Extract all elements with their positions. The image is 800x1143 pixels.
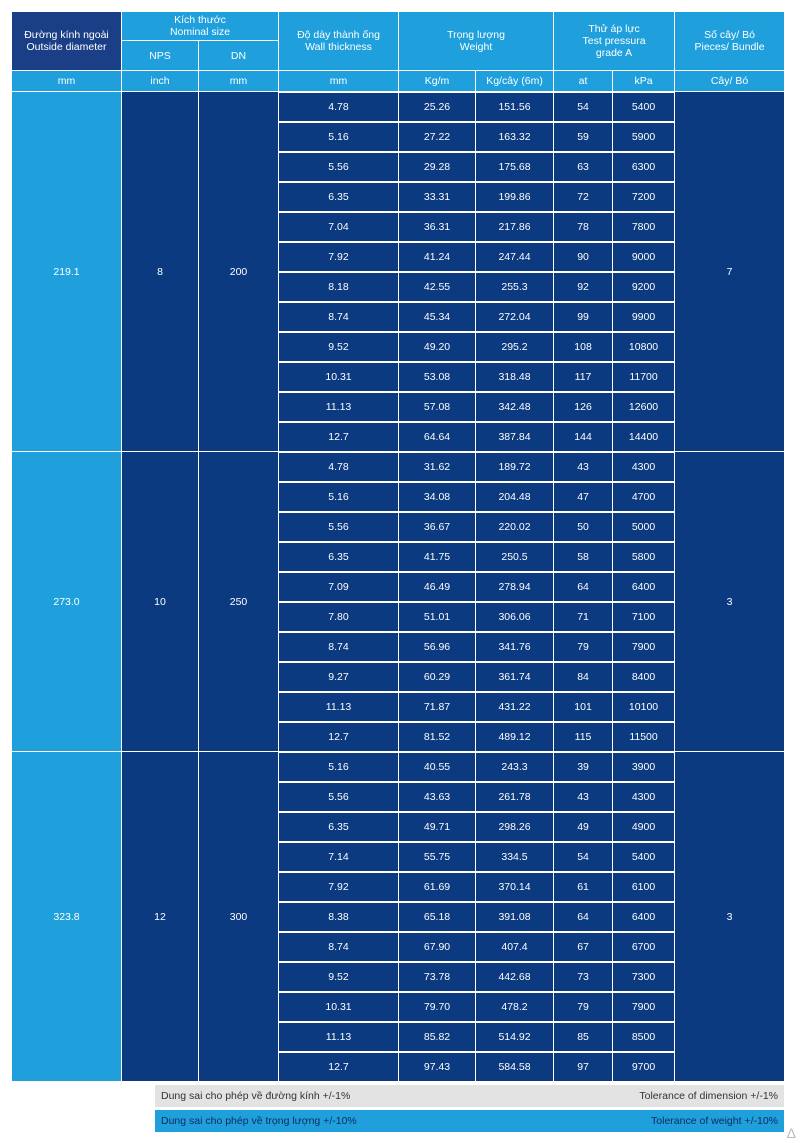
wall-thickness-cell: 6.35 (278, 181, 398, 211)
pressure-kpa-cell: 11500 (612, 721, 674, 751)
weight-piece-cell: 298.26 (475, 811, 553, 841)
wall-thickness-cell: 10.31 (278, 361, 398, 391)
pressure-kpa-cell: 6300 (612, 151, 674, 181)
pressure-at-cell: 85 (553, 1021, 612, 1051)
weight-kgm-cell: 55.75 (398, 841, 475, 871)
pressure-at-cell: 144 (553, 421, 612, 451)
tolerance-notes (155, 1085, 784, 1135)
weight-kgm-cell: 40.55 (398, 751, 475, 781)
weight-kgm-cell: 45.34 (398, 301, 475, 331)
weight-kgm-cell: 64.64 (398, 421, 475, 451)
weight-kgm-cell: 97.43 (398, 1051, 475, 1081)
wall-thickness-cell: 7.92 (278, 241, 398, 271)
pressure-kpa-cell: 4300 (612, 781, 674, 811)
pressure-kpa-cell: 6400 (612, 571, 674, 601)
table-row (12, 751, 784, 781)
pressure-kpa-cell: 14400 (612, 421, 674, 451)
pressure-kpa-cell: 9200 (612, 271, 674, 301)
unit-dn: mm (198, 70, 278, 91)
weight-kgm-cell: 71.87 (398, 691, 475, 721)
pressure-at-cell: 54 (553, 841, 612, 871)
note-weight-en: Tolerance of weight +/-10% (651, 1115, 778, 1127)
weight-piece-cell: 151.56 (475, 91, 553, 121)
wall-thickness-cell: 8.18 (278, 271, 398, 301)
table-row (12, 91, 784, 121)
wall-thickness-cell: 6.35 (278, 541, 398, 571)
pressure-kpa-cell: 5400 (612, 841, 674, 871)
weight-piece-cell: 391.08 (475, 901, 553, 931)
pressure-at-cell: 72 (553, 181, 612, 211)
unit-kgm: Kg/m (398, 70, 475, 91)
wall-thickness-cell: 7.14 (278, 841, 398, 871)
pressure-kpa-cell: 5800 (612, 541, 674, 571)
pressure-at-cell: 79 (553, 991, 612, 1021)
wall-thickness-cell: 5.56 (278, 151, 398, 181)
weight-kgm-cell: 73.78 (398, 961, 475, 991)
weight-piece-cell: 261.78 (475, 781, 553, 811)
pressure-kpa-cell: 4900 (612, 811, 674, 841)
weight-kgm-cell: 49.20 (398, 331, 475, 361)
weight-piece-cell: 278.94 (475, 571, 553, 601)
wall-thickness-cell: 5.16 (278, 751, 398, 781)
pressure-at-cell: 84 (553, 661, 612, 691)
group-nps: 12 (121, 751, 198, 1081)
pressure-at-cell: 54 (553, 91, 612, 121)
pressure-at-cell: 97 (553, 1051, 612, 1081)
wall-thickness-cell: 9.27 (278, 661, 398, 691)
weight-kgm-cell: 29.28 (398, 151, 475, 181)
weight-piece-cell: 189.72 (475, 451, 553, 481)
pressure-kpa-cell: 7900 (612, 991, 674, 1021)
group-nps: 8 (121, 91, 198, 451)
weight-kgm-cell: 57.08 (398, 391, 475, 421)
table-row (12, 451, 784, 481)
wall-thickness-cell: 7.04 (278, 211, 398, 241)
weight-piece-cell: 204.48 (475, 481, 553, 511)
pressure-kpa-cell: 9000 (612, 241, 674, 271)
weight-kgm-cell: 31.62 (398, 451, 475, 481)
header-test-pressure: Thử áp lực Test pressura grade A (553, 12, 674, 70)
pressure-kpa-cell: 5900 (612, 121, 674, 151)
wall-thickness-cell: 11.13 (278, 391, 398, 421)
weight-kgm-cell: 42.55 (398, 271, 475, 301)
note-dimension-en: Tolerance of dimension +/-1% (639, 1090, 778, 1102)
weight-piece-cell: 318.48 (475, 361, 553, 391)
weight-kgm-cell: 34.08 (398, 481, 475, 511)
header-nps: NPS (121, 40, 198, 70)
wall-thickness-cell: 5.16 (278, 121, 398, 151)
wall-thickness-cell: 7.80 (278, 601, 398, 631)
pipe-spec-table-wrapper (12, 12, 784, 1081)
weight-piece-cell: 220.02 (475, 511, 553, 541)
pressure-at-cell: 78 (553, 211, 612, 241)
header-dn: DN (198, 40, 278, 70)
wall-thickness-cell: 8.74 (278, 301, 398, 331)
pressure-at-cell: 71 (553, 601, 612, 631)
weight-piece-cell: 250.5 (475, 541, 553, 571)
pressure-at-cell: 117 (553, 361, 612, 391)
note-dimension (155, 1085, 784, 1107)
pressure-at-cell: 101 (553, 691, 612, 721)
unit-nps: inch (121, 70, 198, 91)
pressure-kpa-cell: 7800 (612, 211, 674, 241)
weight-piece-cell: 341.76 (475, 631, 553, 661)
weight-piece-cell: 247.44 (475, 241, 553, 271)
wall-thickness-cell: 4.78 (278, 91, 398, 121)
wall-thickness-cell: 7.92 (278, 871, 398, 901)
weight-piece-cell: 334.5 (475, 841, 553, 871)
pressure-at-cell: 73 (553, 961, 612, 991)
wall-thickness-cell: 12.7 (278, 721, 398, 751)
pressure-kpa-cell: 7900 (612, 631, 674, 661)
weight-piece-cell: 306.06 (475, 601, 553, 631)
pressure-at-cell: 115 (553, 721, 612, 751)
pressure-kpa-cell: 9700 (612, 1051, 674, 1081)
weight-kgm-cell: 41.75 (398, 541, 475, 571)
weight-piece-cell: 163.32 (475, 121, 553, 151)
weight-kgm-cell: 79.70 (398, 991, 475, 1021)
pressure-kpa-cell: 5000 (612, 511, 674, 541)
weight-piece-cell: 175.68 (475, 151, 553, 181)
wall-thickness-cell: 8.74 (278, 931, 398, 961)
wall-thickness-cell: 11.13 (278, 691, 398, 721)
unit-od: mm (12, 70, 121, 91)
wall-thickness-cell: 7.09 (278, 571, 398, 601)
table-body (12, 91, 784, 1081)
pressure-at-cell: 64 (553, 901, 612, 931)
group-pieces-per-bundle: 3 (674, 451, 784, 751)
pipe-spec-table (12, 12, 784, 1081)
pressure-kpa-cell: 7300 (612, 961, 674, 991)
weight-piece-cell: 431.22 (475, 691, 553, 721)
corner-triangle-icon: Δ (786, 1125, 796, 1141)
weight-kgm-cell: 43.63 (398, 781, 475, 811)
pressure-kpa-cell: 3900 (612, 751, 674, 781)
group-dn: 250 (198, 451, 278, 751)
weight-kgm-cell: 51.01 (398, 601, 475, 631)
pressure-at-cell: 92 (553, 271, 612, 301)
weight-piece-cell: 584.58 (475, 1051, 553, 1081)
pressure-at-cell: 67 (553, 931, 612, 961)
group-outside-diameter: 323.8 (12, 751, 121, 1081)
weight-piece-cell: 514.92 (475, 1021, 553, 1051)
group-pieces-per-bundle: 7 (674, 91, 784, 451)
group-dn: 300 (198, 751, 278, 1081)
weight-piece-cell: 199.86 (475, 181, 553, 211)
unit-at: at (553, 70, 612, 91)
weight-kgm-cell: 60.29 (398, 661, 475, 691)
unit-kg-piece: Kg/cây (6m) (475, 70, 553, 91)
wall-thickness-cell: 5.56 (278, 511, 398, 541)
wall-thickness-cell: 12.7 (278, 421, 398, 451)
header-nominal-size: Kích thước Nominal size (121, 12, 278, 40)
wall-thickness-cell: 8.74 (278, 631, 398, 661)
pressure-at-cell: 39 (553, 751, 612, 781)
weight-piece-cell: 272.04 (475, 301, 553, 331)
unit-wall: mm (278, 70, 398, 91)
weight-piece-cell: 217.86 (475, 211, 553, 241)
weight-kgm-cell: 61.69 (398, 871, 475, 901)
weight-kgm-cell: 46.49 (398, 571, 475, 601)
pressure-at-cell: 63 (553, 151, 612, 181)
wall-thickness-cell: 5.16 (278, 481, 398, 511)
weight-piece-cell: 407.4 (475, 931, 553, 961)
pressure-kpa-cell: 10800 (612, 331, 674, 361)
pressure-kpa-cell: 8400 (612, 661, 674, 691)
group-outside-diameter: 219.1 (12, 91, 121, 451)
note-weight-vi: Dung sai cho phép về trọng lượng +/-10% (161, 1115, 357, 1127)
pressure-at-cell: 47 (553, 481, 612, 511)
weight-kgm-cell: 49.71 (398, 811, 475, 841)
weight-piece-cell: 255.3 (475, 271, 553, 301)
pressure-at-cell: 49 (553, 811, 612, 841)
pressure-at-cell: 50 (553, 511, 612, 541)
weight-kgm-cell: 81.52 (398, 721, 475, 751)
wall-thickness-cell: 10.31 (278, 991, 398, 1021)
pressure-at-cell: 99 (553, 301, 612, 331)
weight-kgm-cell: 56.96 (398, 631, 475, 661)
weight-piece-cell: 387.84 (475, 421, 553, 451)
unit-kpa: kPa (612, 70, 674, 91)
header-wall-thickness: Độ dày thành ống Wall thickness (278, 12, 398, 70)
weight-piece-cell: 342.48 (475, 391, 553, 421)
pressure-kpa-cell: 12600 (612, 391, 674, 421)
pressure-kpa-cell: 11700 (612, 361, 674, 391)
pressure-kpa-cell: 4300 (612, 451, 674, 481)
weight-kgm-cell: 67.90 (398, 931, 475, 961)
pressure-at-cell: 58 (553, 541, 612, 571)
group-nps: 10 (121, 451, 198, 751)
header-weight: Trọng lượng Weight (398, 12, 553, 70)
note-dimension-vi: Dung sai cho phép về đường kính +/-1% (161, 1090, 351, 1102)
weight-piece-cell: 489.12 (475, 721, 553, 751)
weight-kgm-cell: 65.18 (398, 901, 475, 931)
weight-piece-cell: 442.68 (475, 961, 553, 991)
pressure-kpa-cell: 10100 (612, 691, 674, 721)
weight-kgm-cell: 36.31 (398, 211, 475, 241)
pressure-at-cell: 79 (553, 631, 612, 661)
weight-piece-cell: 478.2 (475, 991, 553, 1021)
group-outside-diameter: 273.0 (12, 451, 121, 751)
header-outside-diameter: Đường kính ngoài Outside diameter (12, 12, 121, 70)
note-weight (155, 1110, 784, 1132)
wall-thickness-cell: 9.52 (278, 331, 398, 361)
weight-kgm-cell: 53.08 (398, 361, 475, 391)
unit-pieces: Cây/ Bó (674, 70, 784, 91)
weight-piece-cell: 295.2 (475, 331, 553, 361)
weight-kgm-cell: 85.82 (398, 1021, 475, 1051)
group-dn: 200 (198, 91, 278, 451)
pressure-kpa-cell: 6700 (612, 931, 674, 961)
pressure-kpa-cell: 9900 (612, 301, 674, 331)
wall-thickness-cell: 5.56 (278, 781, 398, 811)
pressure-at-cell: 126 (553, 391, 612, 421)
pressure-at-cell: 59 (553, 121, 612, 151)
wall-thickness-cell: 11.13 (278, 1021, 398, 1051)
weight-kgm-cell: 25.26 (398, 91, 475, 121)
weight-kgm-cell: 41.24 (398, 241, 475, 271)
pressure-kpa-cell: 8500 (612, 1021, 674, 1051)
wall-thickness-cell: 4.78 (278, 451, 398, 481)
wall-thickness-cell: 12.7 (278, 1051, 398, 1081)
weight-piece-cell: 370.14 (475, 871, 553, 901)
pressure-at-cell: 90 (553, 241, 612, 271)
weight-kgm-cell: 33.31 (398, 181, 475, 211)
weight-kgm-cell: 36.67 (398, 511, 475, 541)
header-pieces-bundle: Số cây/ Bó Pieces/ Bundle (674, 12, 784, 70)
pressure-at-cell: 64 (553, 571, 612, 601)
weight-piece-cell: 361.74 (475, 661, 553, 691)
weight-piece-cell: 243.3 (475, 751, 553, 781)
pressure-kpa-cell: 7200 (612, 181, 674, 211)
pressure-kpa-cell: 4700 (612, 481, 674, 511)
pressure-at-cell: 108 (553, 331, 612, 361)
wall-thickness-cell: 6.35 (278, 811, 398, 841)
pressure-at-cell: 43 (553, 451, 612, 481)
pressure-kpa-cell: 5400 (612, 91, 674, 121)
pressure-kpa-cell: 6100 (612, 871, 674, 901)
pressure-kpa-cell: 7100 (612, 601, 674, 631)
group-pieces-per-bundle: 3 (674, 751, 784, 1081)
pressure-at-cell: 61 (553, 871, 612, 901)
wall-thickness-cell: 9.52 (278, 961, 398, 991)
weight-kgm-cell: 27.22 (398, 121, 475, 151)
pressure-at-cell: 43 (553, 781, 612, 811)
pressure-kpa-cell: 6400 (612, 901, 674, 931)
wall-thickness-cell: 8.38 (278, 901, 398, 931)
